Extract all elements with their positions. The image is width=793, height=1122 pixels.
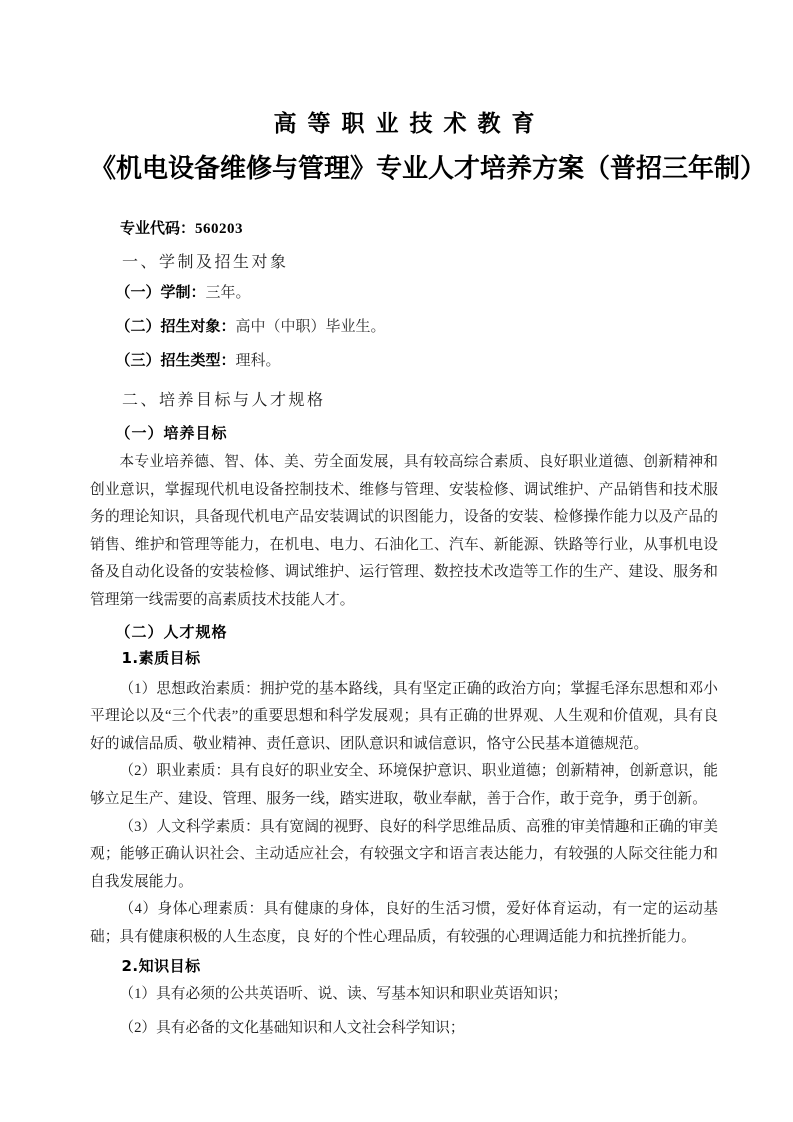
training-goal-paragraph: 本专业培养德、智、体、美、劳全面发展，具有较高综合素质、良好职业道德、创新精神和创业意识，掌握现代机电设备控制技术、维修与管理、安装检修、调试维护、产品销售和技术服务的理论知识，具备现代机电产品安装调试的识图能力，设备的安装、检修操作能力以及产品的销售、维护和管理等能力，在机电、电力、石油化工、汽车、新能源、铁路等行业，从事机电设备及自动化设备的安装检修、调试维护、运行管理、数控技术改造等工作的生产、建设、服务和管理第一线需要的高素质技术技能人才。 — [90, 454, 718, 608]
basic-item-label: （二）招生对象： — [115, 317, 236, 335]
basic-item-value: 理科。 — [235, 353, 281, 369]
quality-goal-heading: 1.素质目标 — [121, 648, 201, 667]
quality-paragraph-humanities: （3）人文科学素质：具有宽阔的视野、良好的科学思维品质、高雅的审美情趣和正确的审美观；能够正确认识社会、主动适应社会，有较强文字和语言表达能力，有较强的人际交往能力和自我发展能力。 — [90, 818, 718, 890]
basic-item-row-zhaosheng-leixing — [90, 351, 718, 370]
knowledge-goal-heading: 2.知识目标 — [121, 956, 201, 975]
subsection-heading-talent-spec: （二）人才规格 — [115, 622, 228, 641]
basic-item-row-xuezhi — [90, 283, 718, 302]
major-code-line — [90, 220, 718, 238]
major-code-value: 560203 — [195, 221, 244, 237]
quality-paragraph-physical: （4）身体心理素质：具有健康的身体，良好的生活习惯，爱好体育运动，有一定的运动基础；具有健康积极的人生态度，良 好的个性心理品质，有较强的心理调适能力和抗挫折能力。 — [90, 901, 718, 945]
knowledge-item-english: （1）具有必须的公共英语听、说、读、写基本知识和职业英语知识； — [119, 985, 568, 1002]
doc-title-main: 《机电设备维修与管理》专业人才培养方案（普招三年制） — [90, 154, 767, 184]
basic-item-value: 高中（中职）毕业生。 — [235, 319, 386, 335]
subsection-heading-training-goal: （一）培养目标 — [115, 424, 228, 442]
knowledge-item-culture: （2）具有必备的文化基础知识和人文社会科学知识； — [119, 1020, 465, 1037]
doc-title-small: 高等职业技术教育 — [273, 111, 546, 137]
basic-item-value: 三年。 — [205, 285, 251, 301]
section-heading-training-objectives: 二、培养目标与人才规格 — [122, 390, 326, 409]
section-heading-study-length: 一、学制及招生对象 — [122, 252, 289, 271]
quality-paragraph-professional: （2）职业素质：具有良好的职业安全、环境保护意识、职业道德；创新精神，创新意识，能够立足生产、建设、管理、服务一线，踏实进取，敬业奉献，善于合作，敢于竞争，勇于创新。 — [90, 763, 718, 807]
basic-item-row-zhaosheng-duixiang — [90, 317, 718, 336]
major-code-label: 专业代码： — [120, 219, 196, 237]
basic-item-label: （三）招生类型： — [115, 351, 236, 369]
basic-item-label: （一）学制： — [115, 283, 206, 301]
quality-paragraph-political: （1）思想政治素质：拥护党的基本路线，具有坚定正确的政治方向；掌握毛泽东思想和邓小平理论以及“三个代表”的重要思想和科学发展观；具有正确的世界观、人生观和价值观，具有良好的诚信品质、敬业精神、责任意识、团队意识和诚信意识，恪守公民基本道德规范。 — [90, 680, 718, 752]
